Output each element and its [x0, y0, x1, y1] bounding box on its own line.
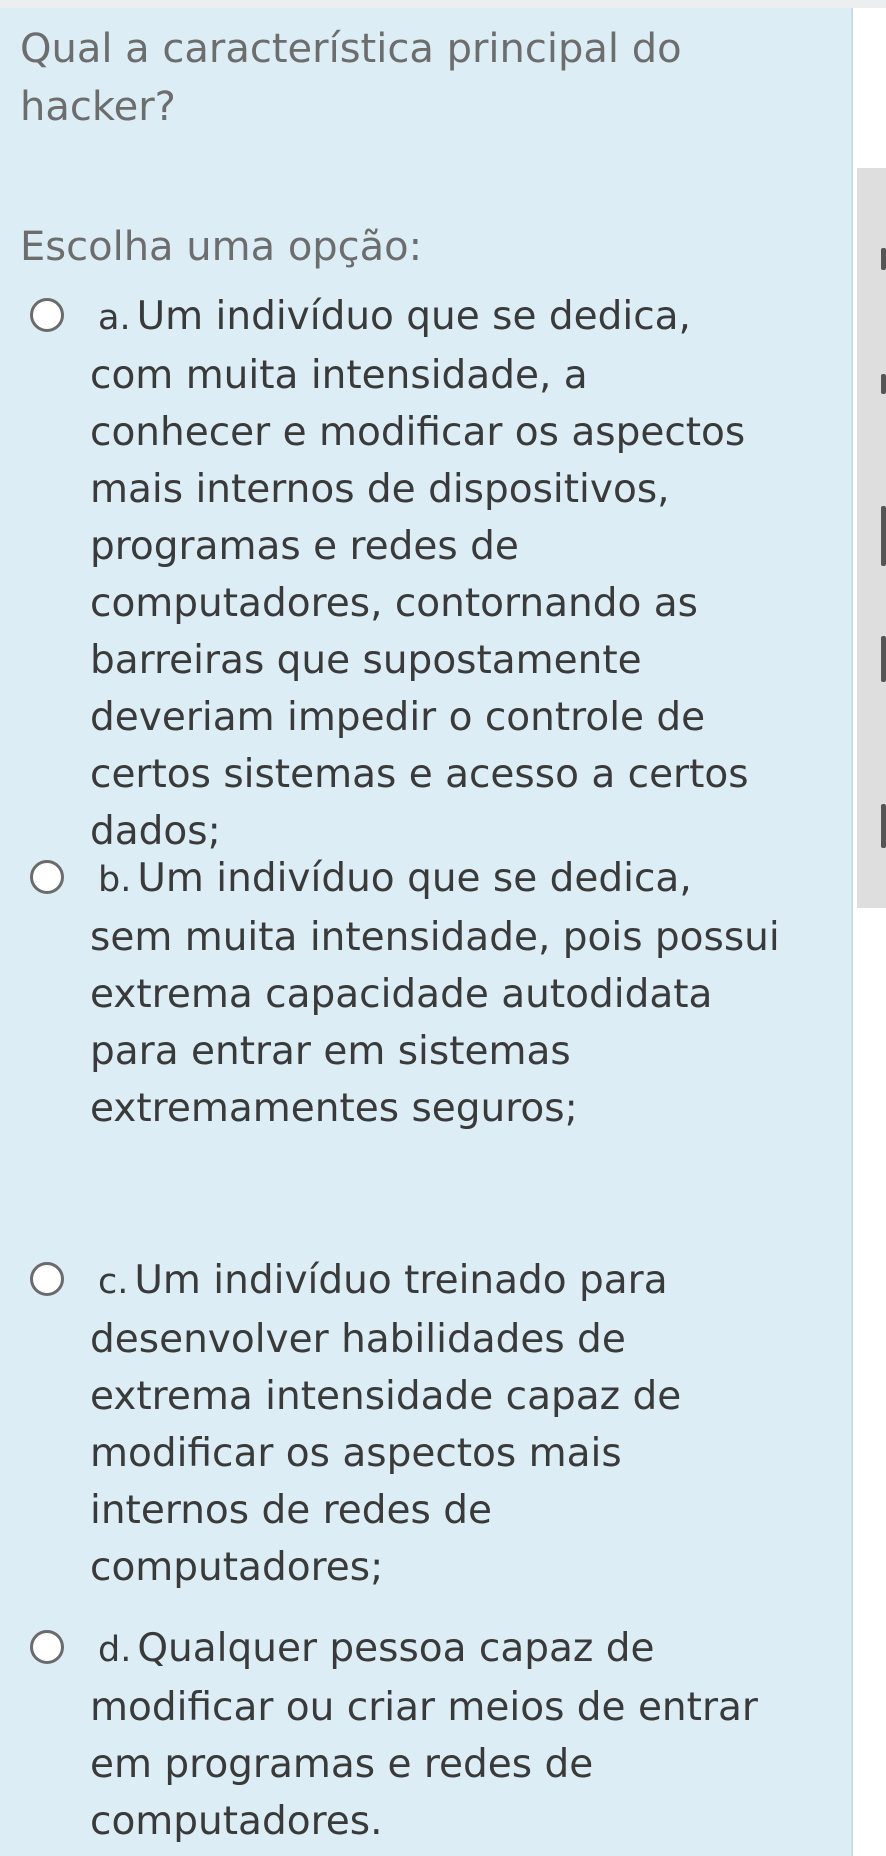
option-a-label: Um indivíduo que se dedica, com muita intensidade, a conhecer e modificar os aspectos mais internos de dispositivos, programas e redes de computadores, contornando as barreiras que supostamente deveriam impedir o controle de certos sistemas e acesso a certos dados; — [90, 294, 749, 854]
option-a-text[interactable] — [90, 288, 780, 860]
option-a[interactable] — [30, 288, 790, 854]
option-c-label: Um indivíduo treinado para desenvolver habilidades de extrema intensidade capaz de modificar os aspectos mais internos de redes de computadores; — [90, 1258, 682, 1590]
option-b-label: Um indivíduo que se dedica, sem muita intensidade, pois possui extrema capacidade autodidata para entrar em sistemas extremamentes seguros; — [90, 856, 780, 1131]
option-b-letter: b. — [98, 860, 132, 900]
option-b-text[interactable] — [90, 850, 780, 1137]
option-c-letter: c. — [98, 1262, 129, 1302]
option-c[interactable] — [30, 1252, 790, 1590]
right-panel-mark — [881, 804, 886, 848]
radio-option-d[interactable] — [30, 1630, 64, 1664]
option-d-text[interactable] — [90, 1620, 780, 1850]
question-panel — [0, 8, 853, 1856]
option-c-text[interactable] — [90, 1252, 780, 1596]
right-side-panel — [857, 168, 886, 908]
right-panel-mark — [881, 506, 886, 566]
option-d[interactable] — [30, 1620, 790, 1850]
option-d-letter: d. — [98, 1630, 132, 1670]
right-panel-mark — [881, 248, 886, 270]
option-d-label: Qualquer pessoa capaz de modificar ou criar meios de entrar em programas e redes de computadores. — [90, 1626, 758, 1844]
top-strip — [0, 0, 886, 8]
radio-option-b[interactable] — [30, 860, 64, 894]
right-panel-mark — [881, 636, 886, 682]
radio-option-c[interactable] — [30, 1262, 64, 1296]
right-panel-mark — [881, 374, 886, 394]
option-b[interactable] — [30, 850, 790, 1180]
choose-option-prompt: Escolha uma opção: — [20, 224, 423, 270]
question-text: Qual a característica principal do hacker? — [20, 26, 682, 130]
option-a-letter: a. — [98, 298, 131, 338]
radio-option-a[interactable] — [30, 298, 64, 332]
